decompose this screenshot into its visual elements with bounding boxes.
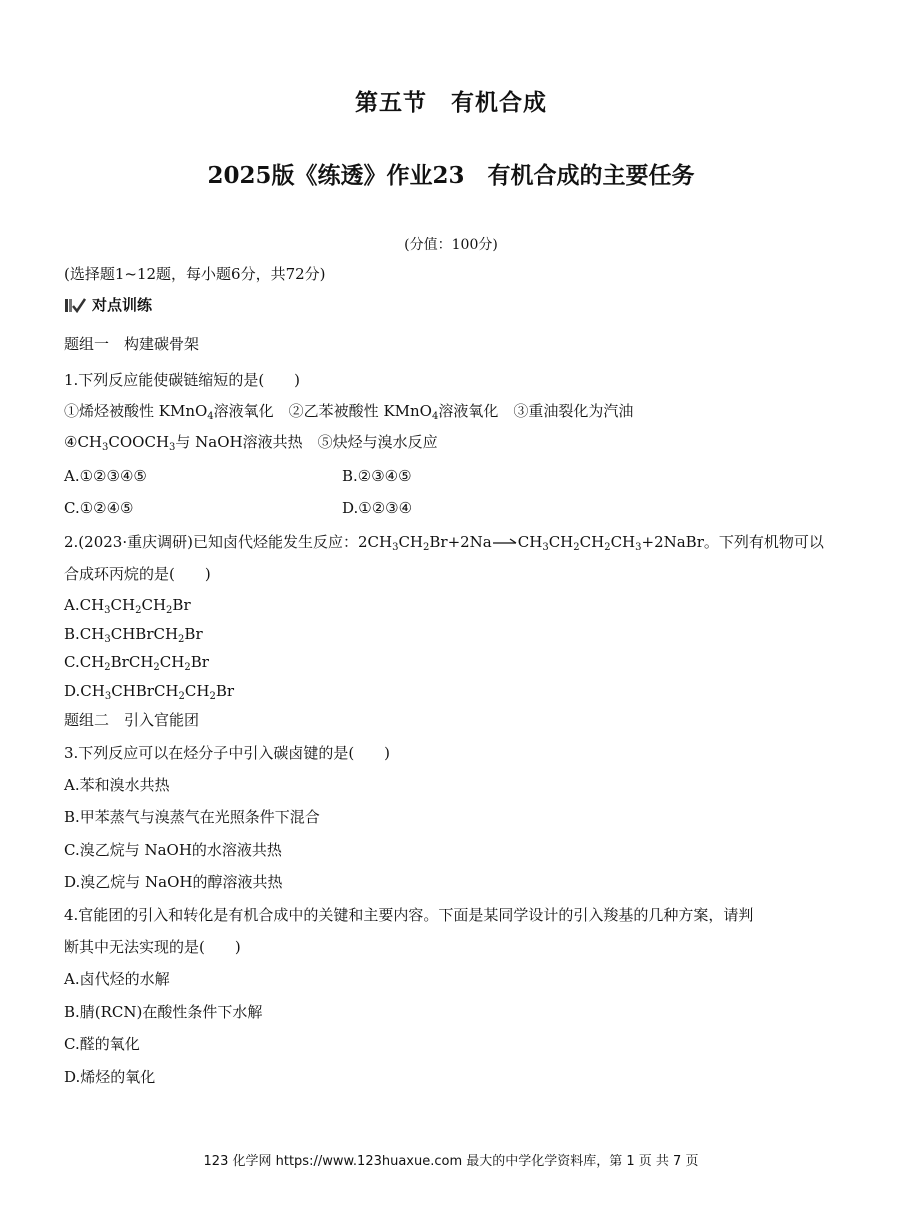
badge-label: 对点训练: [92, 296, 153, 314]
q4-stem-line1: 4.官能团的引入和转化是有机合成中的关键和主要内容。下面是某同学设计的引入羧基的几种方案，请判: [64, 906, 754, 924]
q4-option-b: B.腈(RCN)在酸性条件下水解: [64, 1003, 263, 1021]
instructions: (选择题1~12题，每小题6分，共72分): [64, 265, 326, 283]
checkmark-icon: [64, 297, 86, 313]
q4-option-a: A.卤代烃的水解: [64, 970, 170, 988]
q2-option-c: $C.CH_2BrCH_2CH_2Br$: [64, 653, 209, 673]
q3-option-a: A.苯和溴水共热: [64, 776, 170, 794]
q1-stem: 1.下列反应能使碳链缩短的是( ): [64, 371, 301, 389]
q4-option-c: C.醛的氧化: [64, 1035, 140, 1053]
practice-badge: [64, 294, 152, 315]
q1-option-b: B.②③④⑤: [342, 467, 412, 485]
q3-option-d: D.溴乙烷与 NaOH的醇溶液共热: [64, 873, 283, 891]
q1-option-c: C.①②④⑤: [64, 499, 134, 517]
section-title: 第五节 有机合成: [355, 89, 547, 116]
group-heading-1: 题组一 构建碳骨架: [64, 335, 200, 353]
q3-option-c: C.溴乙烷与 NaOH的水溶液共热: [64, 841, 282, 859]
q2-option-a: $A.CH_3CH_2CH_2Br$: [64, 596, 191, 616]
q1-option-a: A.①②③④⑤: [64, 467, 147, 485]
q2-option-b: $B.CH_3CHBrCH_2Br$: [64, 625, 203, 645]
q4-option-d: D.烯烃的氧化: [64, 1068, 156, 1086]
q1-items-line2: $④CH_3COOCH_3$与 NaOH溶液共热 ⑤炔烃与溴水反应: [64, 433, 438, 453]
group-heading-2: 题组二 引入官能团: [64, 711, 200, 729]
q4-stem-line2: 断其中无法实现的是( ): [64, 938, 241, 956]
q2-stem-line1: 2.(2023·重庆调研)已知卤代烃能发生反应：$2CH_3CH_2Br+2Na$ $CH_3CH_2CH_2CH_3+2NaBr$。下列有机物可以: [64, 533, 824, 553]
q1-items-line1: ①烯烃被酸性 KMnO$_4$溶液氧化 ②乙苯被酸性 KMnO$_4$溶液氧化 ③重油裂化为汽油: [64, 402, 634, 422]
q2-stem-line2: 合成环丙烷的是( ): [64, 565, 211, 583]
reaction-arrow-icon: [492, 538, 518, 548]
page-title: 2025版《练透》作业23 有机合成的主要任务: [207, 162, 695, 189]
q3-option-b: B.甲苯蒸气与溴蒸气在光照条件下混合: [64, 808, 320, 826]
q3-stem: 3.下列反应可以在烃分子中引入碳卤键的是( ): [64, 744, 391, 762]
q2-option-d: $D.CH_3CHBrCH_2CH_2Br$: [64, 682, 235, 702]
page-footer: 123 化学网 https://www.123huaxue.com 最大的中学化学资料库，第 1 页 共 7 页: [203, 1154, 699, 1169]
q1-option-d: D.①②③④: [342, 499, 413, 517]
score-note: (分值：100分): [404, 237, 498, 253]
